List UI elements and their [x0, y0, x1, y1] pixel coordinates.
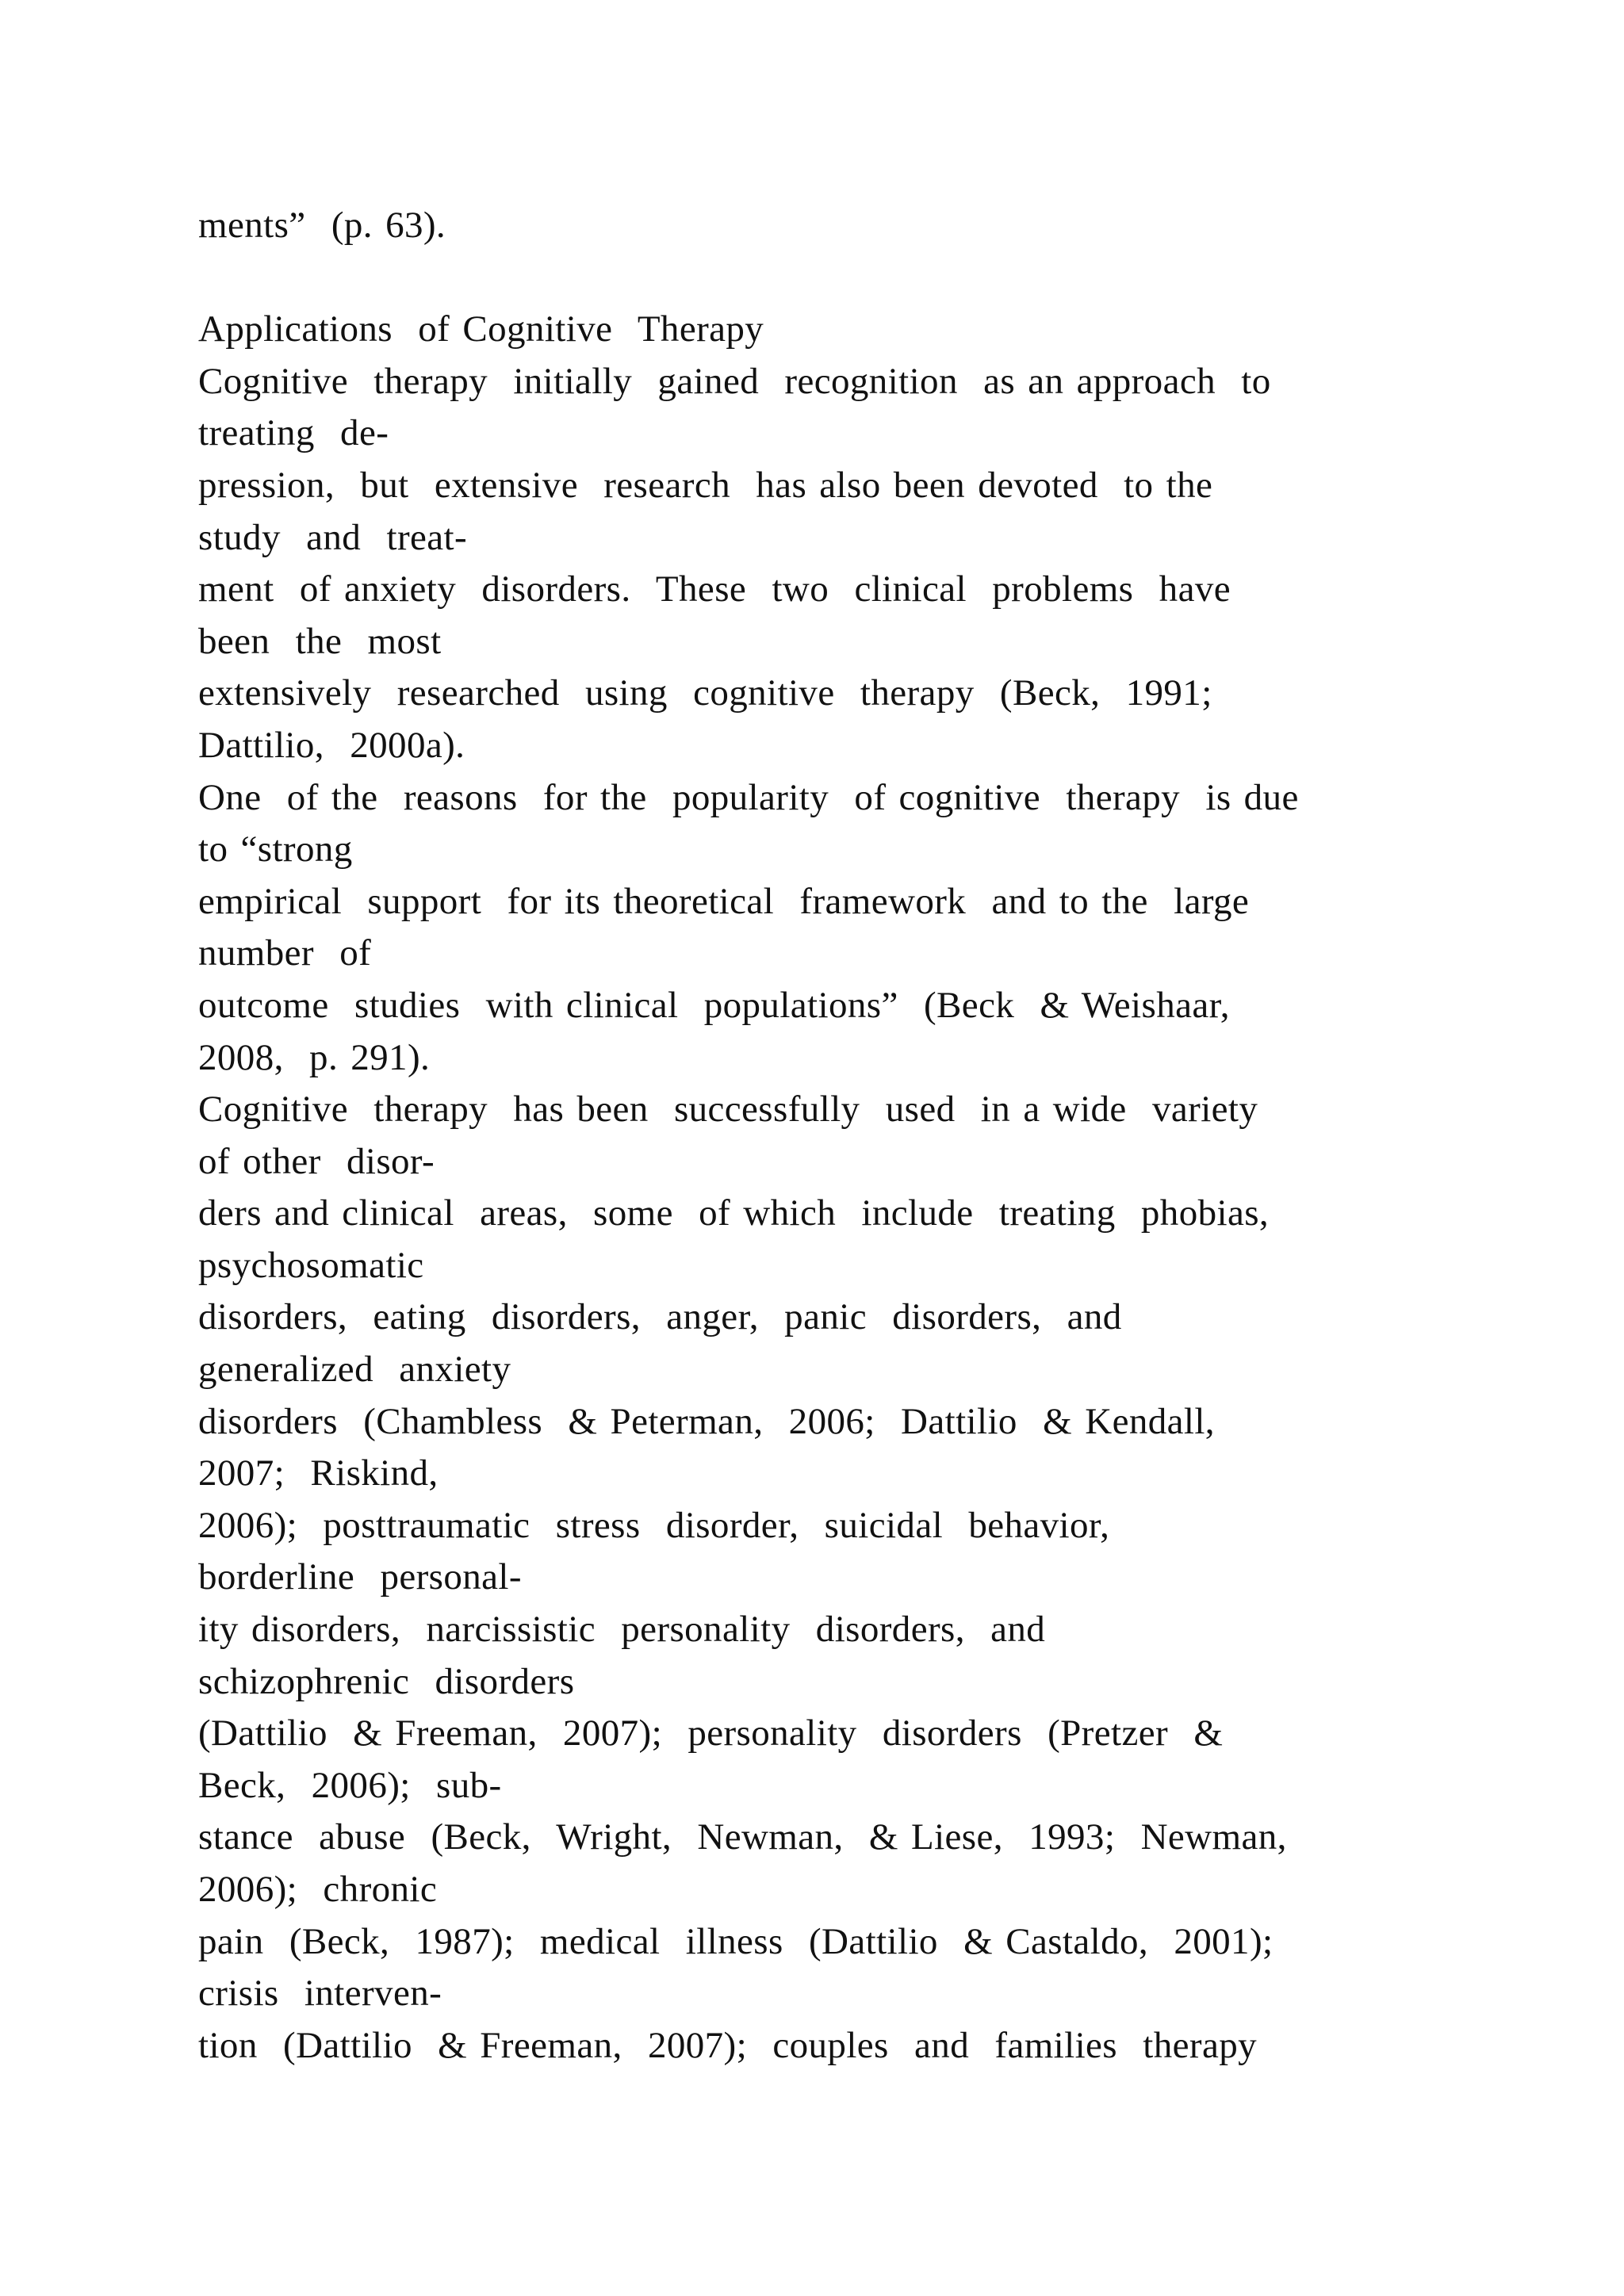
body-line: pain (Beck, 1987); medical illness (Dattilio & Castaldo, 2001);	[198, 1920, 1274, 1962]
body-line: generalized anxiety	[198, 1349, 511, 1391]
body-line: ity disorders, narcissistic personality disorders, and	[198, 1609, 1046, 1651]
body-line: schizophrenic disorders	[198, 1660, 575, 1702]
body-line: Cognitive therapy initially gained recognition as an approach to	[198, 360, 1271, 402]
body-line: been the most	[198, 620, 442, 662]
body-line: psychosomatic	[198, 1244, 424, 1286]
body-line: study and treat-	[198, 516, 468, 558]
body-line: to “strong	[198, 828, 353, 871]
body-line: stance abuse (Beck, Wright, Newman, & Liese, 1993; Newman,	[198, 1816, 1287, 1858]
body-line: number of	[198, 932, 372, 974]
body-line: Beck, 2006); sub-	[198, 1764, 502, 1806]
body-line: empirical support for its theoretical framework and to the large	[198, 880, 1250, 922]
body-line: extensively researched using cognitive therapy (Beck, 1991;	[198, 672, 1212, 714]
body-line: pression, but extensive research has also been devoted to the	[198, 464, 1213, 506]
body-line: ders and clinical areas, some of which include treating phobias,	[198, 1192, 1270, 1234]
body-line: (Dattilio & Freeman, 2007); personality disorders (Pretzer &	[198, 1712, 1224, 1755]
body-line: borderline personal-	[198, 1556, 522, 1598]
body-line: 2006); chronic	[198, 1869, 438, 1910]
body-line: of other disor-	[198, 1140, 435, 1182]
body-text	[198, 356, 1507, 2072]
body-line: Cognitive therapy has been successfully used in a wide variety	[198, 1089, 1258, 1131]
body-line: 2008, p. 291).	[198, 1036, 431, 1078]
body-line: treating de-	[198, 412, 389, 454]
body-line: disorders, eating disorders, anger, panic disorders, and	[198, 1296, 1122, 1338]
body-line: Dattilio, 2000a).	[198, 724, 465, 766]
body-line: 2007; Riskind,	[198, 1452, 439, 1494]
opening-line: ments” (p. 63).	[198, 205, 446, 246]
body-line: 2006); posttraumatic stress disorder, suicidal behavior,	[198, 1504, 1110, 1546]
body-line: disorders (Chambless & Peterman, 2006; Dattilio & Kendall,	[198, 1400, 1215, 1442]
body-line: crisis interven-	[198, 1973, 442, 2015]
body-line: tion (Dattilio & Freeman, 2007); couples and families therapy	[198, 2024, 1258, 2066]
document-text	[198, 200, 1507, 2072]
body-line: ment of anxiety disorders. These two clinical problems have	[198, 568, 1231, 610]
body-line: outcome studies with clinical populations” (Beck & Weishaar,	[198, 984, 1230, 1026]
body-line: One of the reasons for the popularity of cognitive therapy is due	[198, 776, 1299, 818]
section-heading: Applications of Cognitive Therapy	[198, 308, 764, 350]
paragraph-spacer	[198, 252, 1507, 304]
